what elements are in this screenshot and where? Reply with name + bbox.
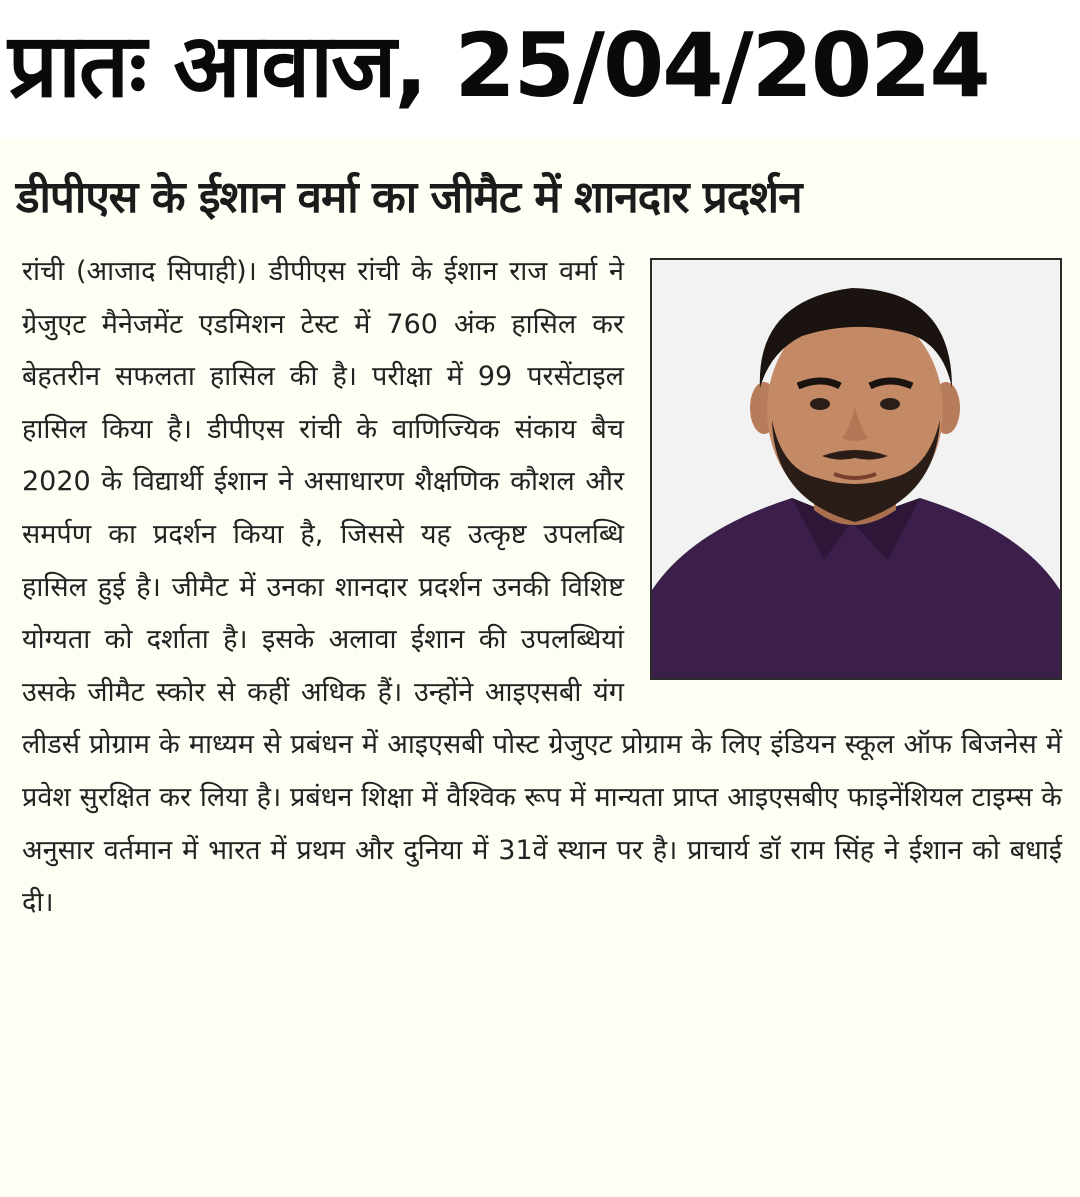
student-photo bbox=[650, 258, 1062, 680]
newspaper-name-date: प्रातः आवाज, 25/04/2024 bbox=[8, 14, 989, 117]
article-body: रांची (आजाद सिपाही)। डीपीएस रांची के ईशान राज वर्मा ने ग्रेजुएट मैनेजमेंट एडमिशन टेस्ट में 760 अंक हासिल कर बेहतरीन सफलता हासिल की है। परीक्षा में 99 परसेंटाइल हासिल किया है। डीपीएस रांची के वाणिज्यिक संकाय बैच 2020 के विद्यार्थी ईशान ने असाधारण शैक्षणिक कौशल और समर्पण का प्रदर्शन किया है, जिससे यह उत्कृष्ट उपलब्धि हासिल हुई है। जीमैट में उनका शानदार प्रदर्शन उनकी विशिष्ट योग्यता को दर्शाता है। इसके अलावा ईशान की उपलब्धियां उसके जीमैट स्कोर से कहीं अधिक हैं। उन्होंने आइएसबी यंग लीडर्स प्रोग्राम के माध्यम से प्रबंधन में आइएसबी पोस्ट ग्रेजुएट प्रोग्राम के लिए इंडियन स्कूल ऑफ बिजनेस में प्रवेश सुरक्षित कर लिया है। प्रबंधन शिक्षा में वैश्विक रूप में मान्यता प्राप्त आइएसबीए फाइनेंशियल टाइम्स के अनुसार वर्तमान में भारत में प्रथम और दुनिया में 31वें स्थान पर है। प्राचार्य डॉ राम सिंह ने ईशान को बधाई दी। bbox=[22, 256, 1062, 919]
student-portrait-illustration bbox=[652, 260, 1060, 678]
newspaper-masthead bbox=[0, 0, 1080, 138]
news-clipping bbox=[0, 138, 1080, 1197]
article-headline: डीपीएस के ईशान वर्मा का जीमैट में शानदार प्रदर्शन bbox=[16, 172, 802, 223]
article-body-container bbox=[22, 246, 1062, 930]
